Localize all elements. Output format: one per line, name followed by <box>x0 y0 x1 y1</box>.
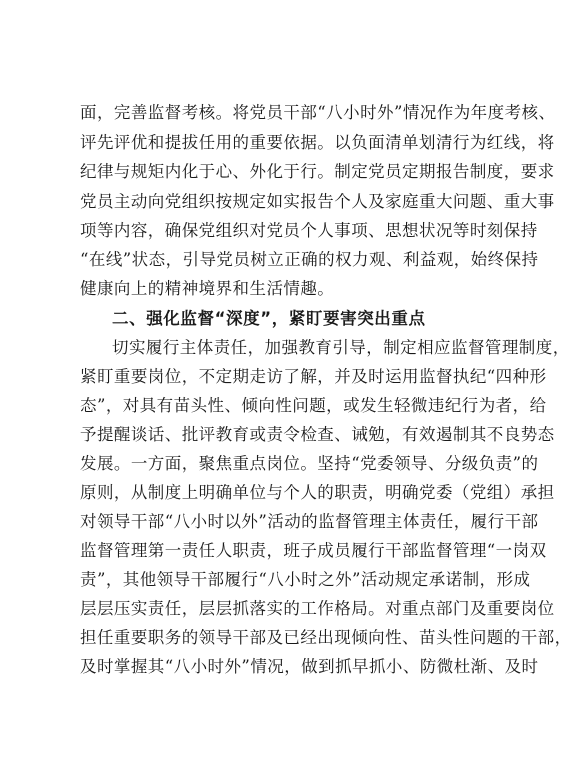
body-text-line: 态”，对具有苗头性、倾向性问题，或发生轻微违纪行为者，给 <box>80 396 547 415</box>
body-text-line: 原则，从制度上明确单位与个人的职责，明确党委（党组）承担 <box>80 483 555 502</box>
body-text-line: 发展。一方面，聚焦重点岗位。坚持“党委领导、分级负责”的 <box>80 454 539 473</box>
body-text-line: 健康向上的精神境界和生活情趣。 <box>80 279 335 298</box>
body-text-line: “在线”状态，引导党员树立正确的权力观、利益观，始终保持 <box>80 250 539 269</box>
body-text-line: 责”，其他领导干部履行“八小时之外”活动规定承诺制，形成 <box>80 570 531 589</box>
body-text-line: 层层压实责任，层层抓落实的工作格局。对重点部门及重要岗位 <box>80 599 555 618</box>
body-text-line: 对领导干部“八小时以外”活动的监督管理主体责任，履行干部 <box>80 512 539 531</box>
section-heading: 二、强化监督“深度”，紧盯要害突出重点 <box>112 309 426 328</box>
body-text-line: 评先评优和提拔任用的重要依据。以负面清单划清行为红线，将 <box>80 133 555 152</box>
body-text-line: 监督管理第一责任人职责，班子成员履行干部监督管理“一岗双 <box>80 541 547 560</box>
body-text-line: 紧盯重要岗位，不定期走访了解，并及时运用监督执纪“四种形 <box>80 367 547 386</box>
body-text-line: 切实履行主体责任，加强教育引导，制定相应监督管理制度， <box>112 338 570 357</box>
body-text-line: 面，完善监督考核。将党员干部“八小时外”情况作为年度考核、 <box>80 103 556 122</box>
body-text-line: 予提醒谈话、批评教育或责令检查、诫勉，有效遏制其不良势态 <box>80 425 555 444</box>
body-text-line: 担任重要职务的领导干部及已经出现倾向性、苗头性问题的干部， <box>80 628 572 647</box>
body-text-line: 纪律与规矩内化于心、外化于行。制定党员定期报告制度，要求 <box>80 162 555 181</box>
body-text-line: 及时掌握其“八小时外”情况，做到抓早抓小、防微杜渐、及时 <box>80 657 539 676</box>
body-text-line: 项等内容，确保党组织对党员个人事项、思想状况等时刻保持 <box>80 221 538 240</box>
body-text-line: 党员主动向党组织按规定如实报告个人及家庭重大问题、重大事 <box>80 192 555 211</box>
